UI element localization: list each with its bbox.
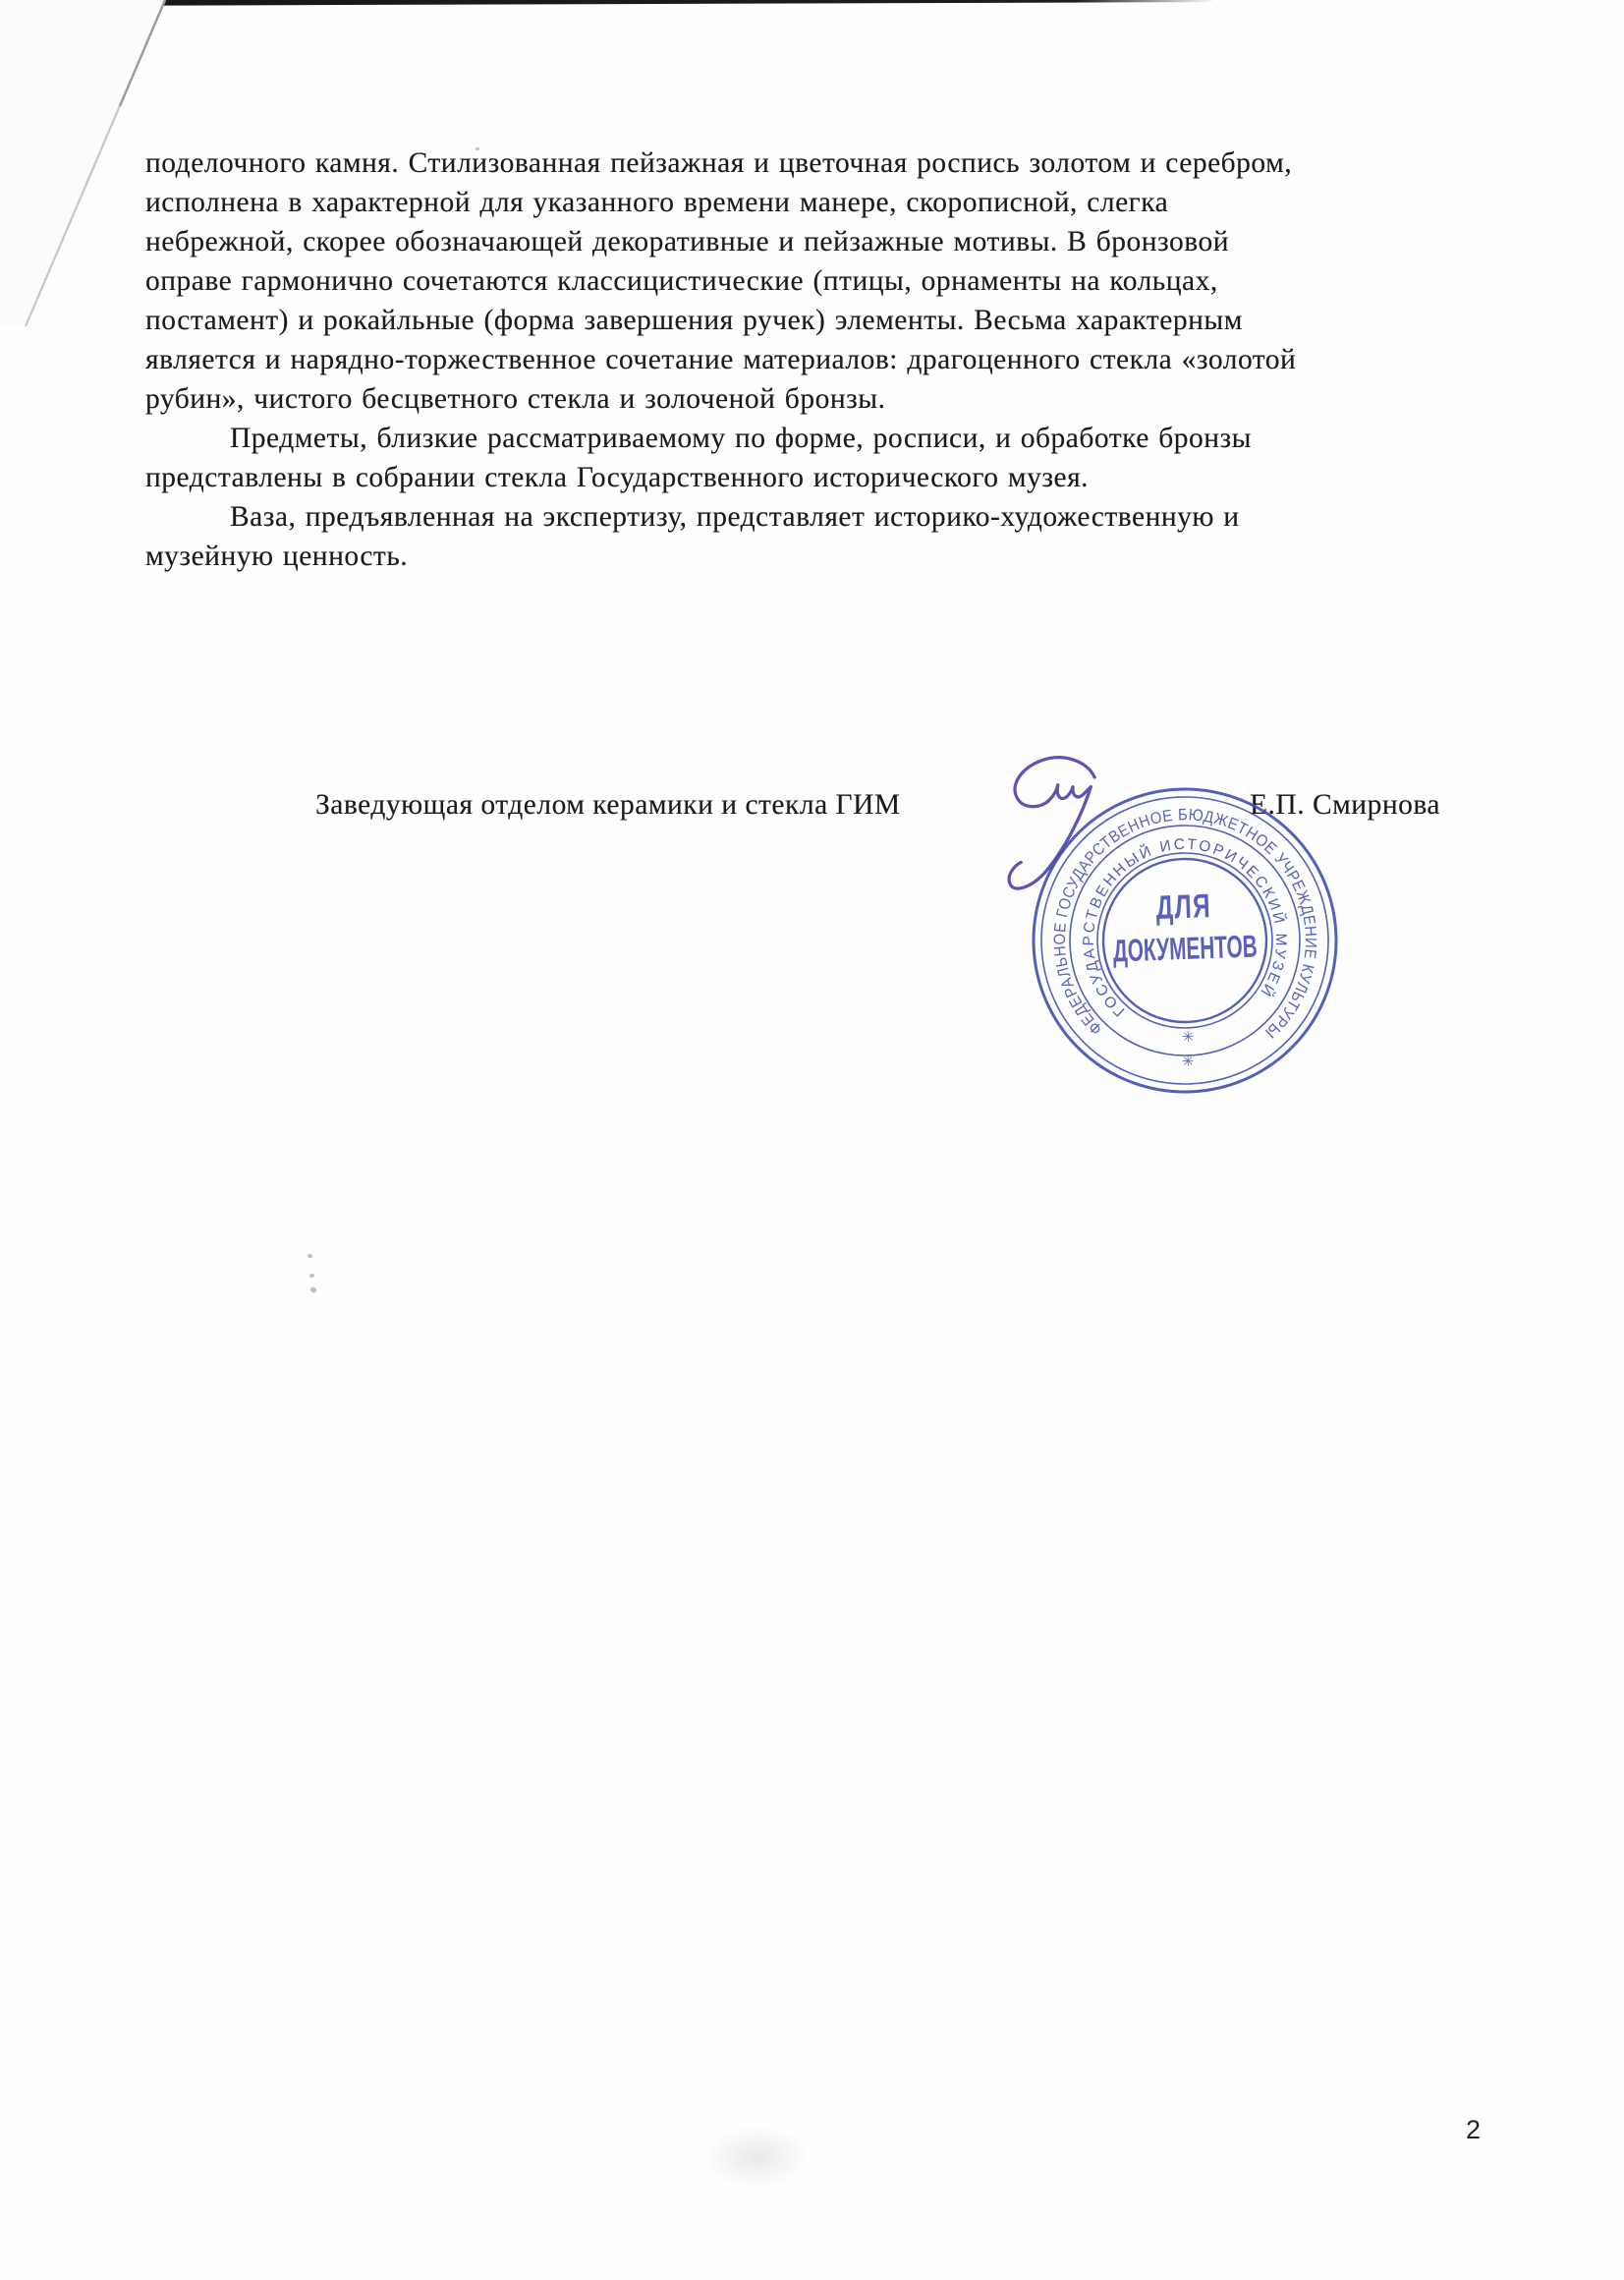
scan-speck — [309, 1286, 317, 1294]
scan-top-edge-artifact — [54, 0, 1215, 6]
text-line: является и нарядно-торжественное сочетание материалов: драгоценного стекла «золотой — [145, 344, 1297, 375]
stamp-center-line1: ДЛЯ — [1154, 887, 1212, 928]
text-line: постамент) и рокайльные (форма завершения ручек) элементы. Весьма характерным — [145, 305, 1243, 336]
text-line: рубин», чистого бесцветного стекла и золоченой бронзы. — [145, 383, 886, 415]
signatory-title: Заведующая отделом керамики и стекла ГИМ — [315, 789, 901, 821]
stamp-star-icon: ✳ — [1181, 1028, 1196, 1047]
text-line: Ваза, предъявленная на экспертизу, представляет историко-художественную и — [230, 501, 1240, 533]
text-line: небрежной, скорее обозначающей декоративные и пейзажные мотивы. В бронзовой — [145, 226, 1230, 257]
text-line: музейную ценность. — [145, 541, 409, 572]
text-line: исполнена в характерной для указанного времени манере, скорописной, слегка — [145, 187, 1169, 218]
scan-smudge — [683, 2113, 830, 2201]
scan-speck — [307, 1253, 312, 1259]
stamp-inner-ring-text: ГОСУДАРСТВЕННЫЙ ИСТОРИЧЕСКИЙ МУЗЕЙ — [1080, 835, 1290, 1020]
document-body-paragraphs — [145, 143, 1521, 576]
text-line: поделочного камня. Стилизованная пейзажная и цветочная роспись золотом и серебром, — [145, 147, 1293, 179]
fold-shadow-area — [0, 0, 165, 326]
text-line: представлены в собрании стекла Государственного исторического музея. — [145, 462, 1090, 493]
text-line: Предметы, близкие рассматриваемому по форме, росписи, и обработке бронзы — [230, 423, 1252, 454]
signature-stroke — [1009, 758, 1094, 888]
scan-speck — [309, 1273, 315, 1278]
page-number: 2 — [1466, 2115, 1482, 2144]
stamp-outer-ring-text: ФЕДЕРАЛЬНОЕ ГОСУДАРСТВЕННОЕ БЮДЖЕТНОЕ УЧРЕЖДЕНИЕ КУЛЬТУРЫ — [1050, 806, 1320, 1043]
handwritten-signature — [1002, 755, 1100, 896]
stamp-center-text — [1111, 886, 1273, 969]
stamp-center-line2: ДОКУМЕНТОВ — [1112, 928, 1273, 969]
text-line: оправе гармонично сочетаются классицистические (птицы, орнаменты на кольцах, — [145, 265, 1218, 297]
signatory-name: Е.П. Смирнова — [1250, 789, 1441, 821]
stamp-star-icon: ✳ — [1181, 1053, 1195, 1071]
